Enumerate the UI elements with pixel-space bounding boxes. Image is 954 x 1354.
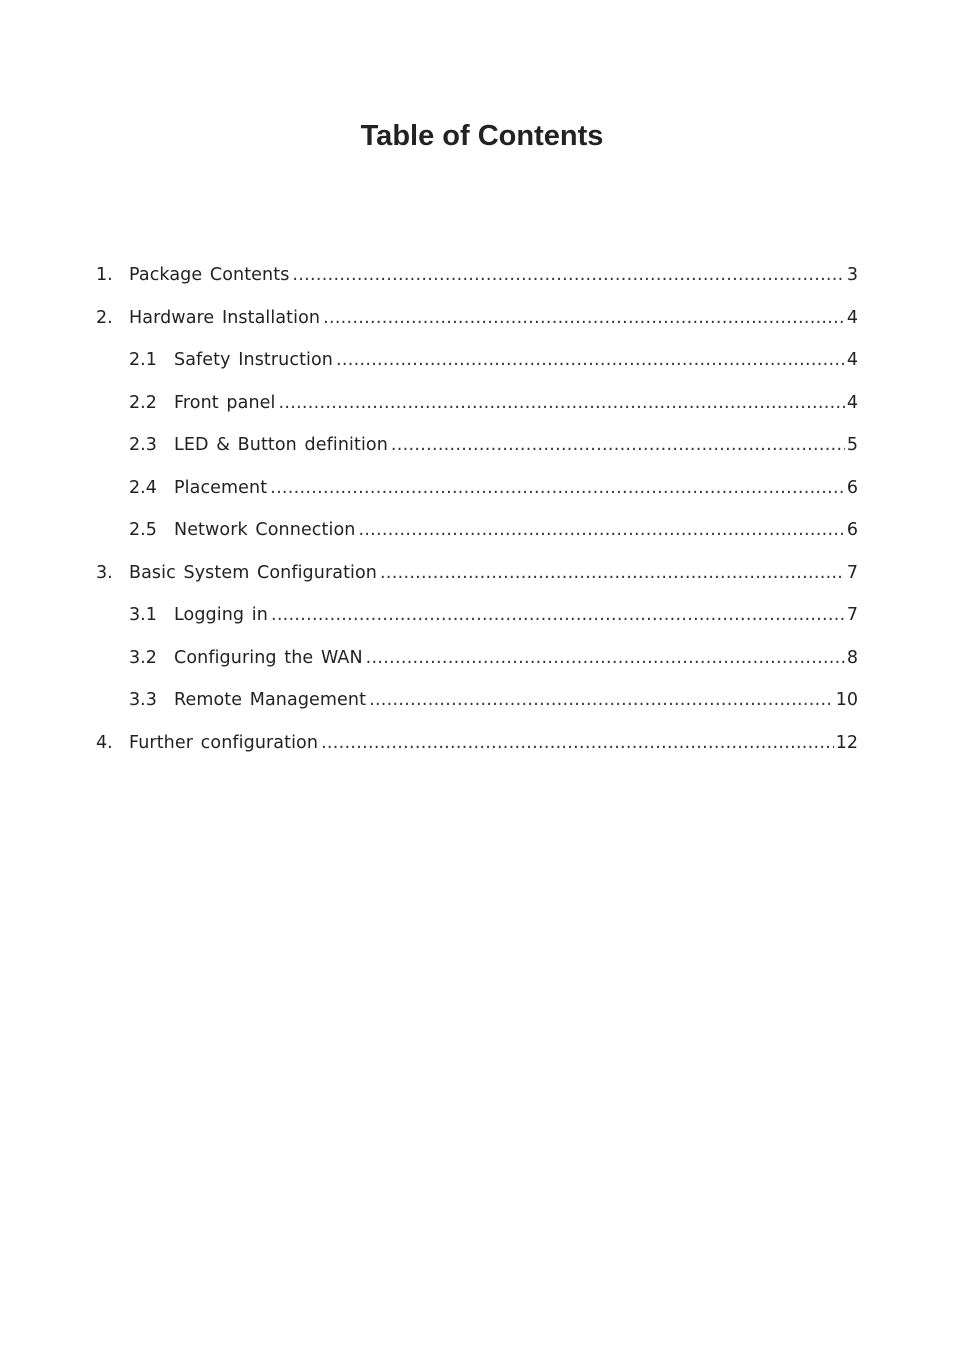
toc-entry-number: 3.3 [129,690,157,711]
toc-entry-page: 4 [846,307,858,328]
toc-dot-leader [391,435,845,455]
toc-entry-number: 2.1 [129,350,157,371]
toc-entry-configuring-the-wan[interactable] [96,637,858,680]
toc-entry-basic-system-configuration[interactable] [96,552,858,595]
toc-entry-hardware-installation[interactable] [96,297,858,340]
toc-entry-page: 6 [846,520,858,541]
page-title: Table of Contents [360,120,604,152]
toc-entry-title: Configuring the WAN [174,647,363,668]
toc-entry-title: Network Connection [174,520,356,541]
toc-entry-page: 7 [846,605,858,626]
toc-entry-number: 2. [96,307,113,328]
toc-entry-led-button-definition[interactable] [96,424,858,467]
toc-entry-page: 4 [846,350,858,371]
toc-dot-leader [270,478,845,498]
toc-entry-number: 3.2 [129,647,157,668]
toc-entry-page: 6 [846,477,858,498]
toc-entry-network-connection[interactable] [96,509,858,552]
toc-entry-number: 2.4 [129,477,157,498]
toc-entry-page: 7 [846,562,858,583]
table-of-contents [96,254,858,764]
toc-dot-leader [321,733,834,753]
toc-entry-page: 4 [846,392,858,413]
toc-dot-leader [278,393,844,413]
toc-entry-safety-instruction[interactable] [96,339,858,382]
toc-entry-placement[interactable] [96,467,858,510]
toc-entry-title: Safety Instruction [174,350,334,371]
toc-entry-number: 3.1 [129,605,157,626]
toc-dot-leader [323,308,845,328]
toc-dot-leader [336,350,845,370]
toc-entry-page: 3 [846,265,858,286]
toc-entry-page: 8 [846,647,858,668]
toc-entry-title: Further configuration [129,732,319,753]
toc-entry-further-configuration[interactable] [96,722,858,765]
toc-entry-title: Placement [174,477,268,498]
toc-dot-leader [358,520,844,540]
toc-entry-title: Basic System Configuration [129,562,377,583]
toc-entry-title: Logging in [174,605,268,626]
toc-entry-number: 4. [96,732,113,753]
toc-entry-number: 3. [96,562,113,583]
toc-entry-page: 5 [846,435,858,456]
toc-entry-number: 2.3 [129,435,157,456]
toc-dot-leader [292,265,844,285]
toc-entry-title: Hardware Installation [129,307,321,328]
toc-entry-number: 2.2 [129,392,157,413]
toc-entry-package-contents[interactable] [96,254,858,297]
toc-entry-title: Package Contents [129,265,290,286]
toc-entry-title: LED & Button definition [174,435,388,456]
toc-entry-title: Front panel [174,392,276,413]
toc-entry-page: 12 [835,732,858,753]
toc-dot-leader [369,690,834,710]
toc-entry-title: Remote Management [174,690,367,711]
toc-dot-leader [380,563,845,583]
toc-dot-leader [366,648,845,668]
toc-entry-number: 1. [96,265,113,286]
toc-entry-remote-management[interactable] [96,679,858,722]
toc-entry-page: 10 [835,690,858,711]
toc-entry-number: 2.5 [129,520,157,541]
toc-entry-front-panel[interactable] [96,382,858,425]
toc-dot-leader [271,605,845,625]
toc-entry-logging-in[interactable] [96,594,858,637]
